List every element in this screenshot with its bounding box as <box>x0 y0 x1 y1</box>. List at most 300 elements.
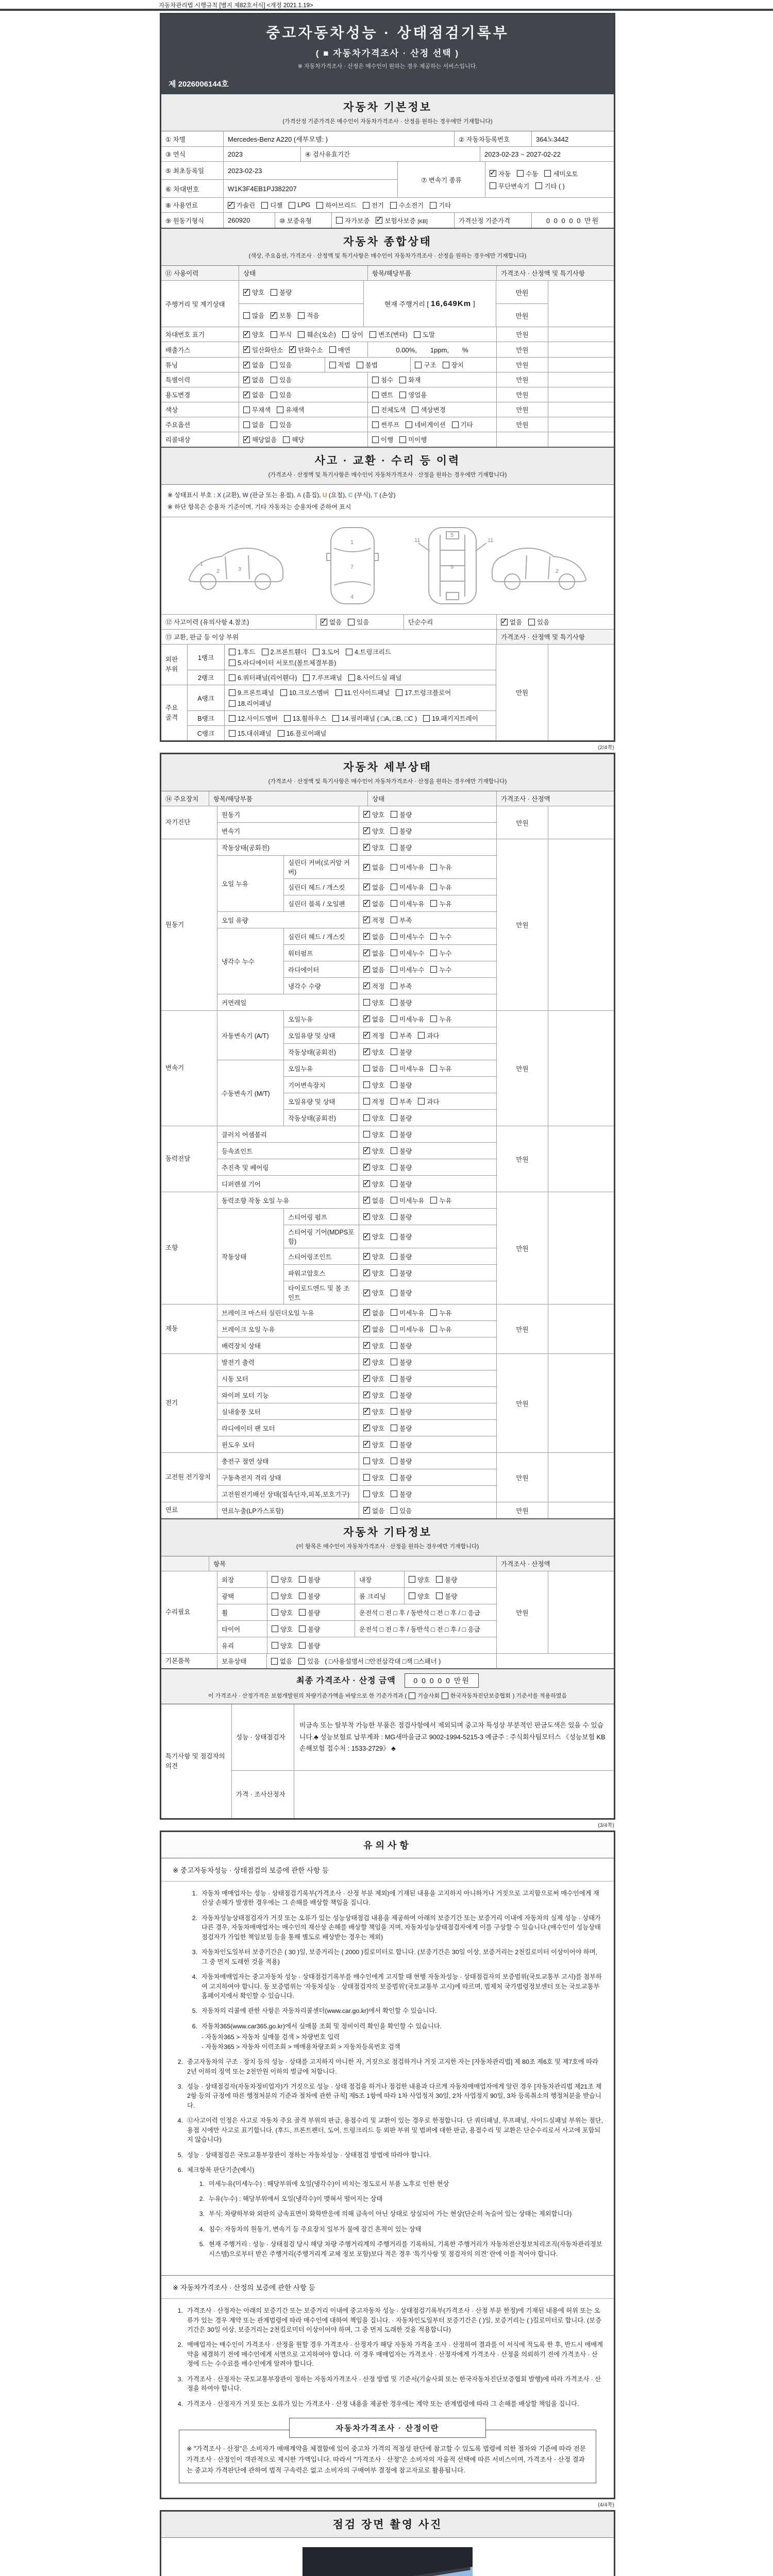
checkbox[interactable] <box>363 1309 370 1316</box>
checkbox-option[interactable] <box>391 1196 424 1205</box>
checkbox[interactable] <box>277 406 283 413</box>
checkbox-option[interactable] <box>391 1130 412 1139</box>
checkbox-option[interactable] <box>391 1064 424 1073</box>
checkbox-option[interactable] <box>321 617 342 626</box>
checkbox-option[interactable] <box>284 714 327 723</box>
checkbox-option[interactable] <box>229 714 278 723</box>
checkbox[interactable] <box>406 421 412 428</box>
checkbox[interactable] <box>228 202 234 209</box>
checkbox-option[interactable] <box>517 169 538 178</box>
checkbox[interactable] <box>229 715 236 722</box>
checkbox-option[interactable] <box>363 1358 384 1367</box>
checkbox[interactable] <box>363 1147 370 1154</box>
checkbox[interactable] <box>372 377 379 383</box>
checkbox[interactable] <box>391 1441 397 1448</box>
checkbox-option[interactable] <box>430 883 451 892</box>
checkbox[interactable] <box>342 331 349 338</box>
checkbox[interactable] <box>391 1458 397 1464</box>
checkbox[interactable] <box>391 1425 397 1431</box>
checkbox[interactable] <box>391 1507 397 1514</box>
checkbox-option[interactable] <box>363 1179 384 1189</box>
checkbox[interactable] <box>363 202 369 209</box>
checkbox[interactable] <box>278 730 284 737</box>
checkbox[interactable] <box>363 1425 370 1431</box>
checkbox[interactable] <box>430 864 437 871</box>
checkbox-option[interactable] <box>363 1252 384 1261</box>
checkbox-option[interactable] <box>313 647 340 656</box>
checkbox-option[interactable] <box>283 435 304 444</box>
checkbox[interactable] <box>528 619 535 625</box>
checkbox[interactable] <box>271 362 277 368</box>
checkbox-option[interactable] <box>229 728 272 738</box>
checkbox-option[interactable] <box>418 1031 439 1040</box>
checkbox-option[interactable] <box>391 1308 424 1317</box>
checkbox-option[interactable] <box>271 390 292 399</box>
checkbox[interactable] <box>396 689 402 696</box>
checkbox-option[interactable] <box>418 1097 439 1106</box>
checkbox[interactable] <box>363 1392 370 1398</box>
checkbox[interactable] <box>430 1015 437 1022</box>
checkbox[interactable] <box>442 1692 448 1699</box>
checkbox-option[interactable] <box>272 1591 293 1601</box>
checkbox[interactable] <box>289 346 296 353</box>
checkbox[interactable] <box>272 1576 278 1583</box>
checkbox-option[interactable] <box>278 728 327 738</box>
checkbox-option[interactable] <box>436 1591 457 1601</box>
checkbox-option[interactable] <box>335 688 390 697</box>
checkbox[interactable] <box>363 811 370 818</box>
checkbox[interactable] <box>399 377 406 383</box>
checkbox-option[interactable] <box>369 330 408 339</box>
checkbox[interactable] <box>363 1098 370 1105</box>
checkbox[interactable] <box>418 1098 425 1105</box>
checkbox[interactable] <box>391 900 397 907</box>
checkbox[interactable] <box>229 674 236 681</box>
checkbox[interactable] <box>391 1197 397 1204</box>
checkbox[interactable] <box>283 436 290 443</box>
checkbox-option[interactable] <box>391 1325 424 1334</box>
checkbox[interactable] <box>391 1326 397 1332</box>
checkbox[interactable] <box>271 1658 278 1665</box>
checkbox-option[interactable] <box>406 420 445 429</box>
checkbox-option[interactable] <box>372 405 406 414</box>
checkbox[interactable] <box>363 950 370 956</box>
checkbox-option[interactable] <box>391 948 424 958</box>
checkbox[interactable] <box>399 436 406 443</box>
checkbox-option[interactable] <box>391 1146 412 1156</box>
checkbox[interactable] <box>391 966 397 973</box>
checkbox[interactable] <box>363 884 370 890</box>
checkbox[interactable] <box>363 933 370 940</box>
checkbox-option[interactable] <box>391 1440 412 1449</box>
checkbox-option[interactable] <box>289 345 323 354</box>
checkbox[interactable] <box>271 312 277 319</box>
checkbox-option[interactable] <box>298 311 319 320</box>
checkbox-option[interactable] <box>363 1097 384 1106</box>
checkbox[interactable] <box>363 1290 370 1296</box>
checkbox[interactable] <box>391 864 397 871</box>
checkbox[interactable] <box>391 1032 397 1039</box>
checkbox[interactable] <box>271 331 277 338</box>
checkbox[interactable] <box>363 1342 370 1349</box>
checkbox[interactable] <box>372 392 379 398</box>
checkbox-option[interactable] <box>363 1014 384 1024</box>
checkbox[interactable] <box>299 1642 306 1649</box>
checkbox-option[interactable] <box>271 375 292 384</box>
checkbox-option[interactable] <box>289 201 310 209</box>
checkbox[interactable] <box>363 1408 370 1415</box>
checkbox[interactable] <box>430 1309 437 1316</box>
checkbox-option[interactable] <box>363 916 384 925</box>
checkbox[interactable] <box>391 1164 397 1171</box>
checkbox[interactable] <box>363 1375 370 1382</box>
checkbox-option[interactable] <box>272 1641 293 1650</box>
checkbox[interactable] <box>363 1458 370 1464</box>
checkbox[interactable] <box>299 1576 306 1583</box>
checkbox[interactable] <box>391 1048 397 1055</box>
checkbox-option[interactable] <box>391 1179 412 1189</box>
checkbox-option[interactable] <box>390 200 424 210</box>
checkbox[interactable] <box>298 331 305 338</box>
checkbox-option[interactable] <box>363 1341 384 1350</box>
checkbox[interactable] <box>490 170 496 177</box>
checkbox-option[interactable] <box>452 420 473 429</box>
checkbox[interactable] <box>316 202 323 209</box>
checkbox[interactable] <box>412 406 418 413</box>
checkbox-option[interactable] <box>363 1113 384 1123</box>
checkbox[interactable] <box>391 1392 397 1398</box>
checkbox-option[interactable] <box>243 345 283 354</box>
checkbox-option[interactable] <box>391 1212 412 1222</box>
checkbox-option[interactable] <box>228 200 255 210</box>
checkbox-option[interactable] <box>348 673 401 682</box>
checkbox[interactable] <box>363 1441 370 1448</box>
checkbox-option[interactable] <box>271 287 292 297</box>
checkbox[interactable] <box>313 649 320 655</box>
checkbox-option[interactable] <box>391 1423 412 1433</box>
checkbox-option[interactable] <box>391 1047 412 1057</box>
checkbox-option[interactable] <box>535 181 564 191</box>
checkbox[interactable] <box>229 700 236 707</box>
checkbox-option[interactable] <box>399 375 421 384</box>
checkbox-option[interactable] <box>490 169 511 178</box>
checkbox[interactable] <box>243 377 250 383</box>
checkbox[interactable] <box>303 674 310 681</box>
checkbox[interactable] <box>391 1065 397 1072</box>
checkbox-option[interactable] <box>346 647 391 656</box>
checkbox[interactable] <box>363 1490 370 1497</box>
checkbox[interactable] <box>372 421 379 428</box>
checkbox[interactable] <box>348 674 355 681</box>
checkbox-option[interactable] <box>229 673 297 682</box>
checkbox[interactable] <box>243 289 250 296</box>
checkbox-option[interactable] <box>243 375 264 384</box>
checkbox[interactable] <box>363 1081 370 1088</box>
checkbox[interactable] <box>391 1114 397 1121</box>
checkbox[interactable] <box>271 392 277 398</box>
checkbox[interactable] <box>391 933 397 940</box>
checkbox-option[interactable] <box>391 1031 412 1040</box>
checkbox-option[interactable] <box>363 1232 384 1241</box>
checkbox[interactable] <box>372 406 379 413</box>
checkbox[interactable] <box>298 312 305 319</box>
checkbox-option[interactable] <box>363 1064 384 1073</box>
checkbox[interactable] <box>391 1408 397 1415</box>
checkbox-option[interactable] <box>363 1163 384 1172</box>
checkbox[interactable] <box>299 1592 306 1599</box>
checkbox-option[interactable] <box>391 1252 412 1261</box>
checkbox[interactable] <box>363 827 370 834</box>
checkbox[interactable] <box>363 1131 370 1138</box>
checkbox[interactable] <box>243 362 250 368</box>
checkbox-option[interactable] <box>443 360 464 369</box>
checkbox-option[interactable] <box>399 390 427 399</box>
checkbox-option[interactable] <box>299 1608 320 1617</box>
checkbox-option[interactable] <box>430 200 451 210</box>
checkbox[interactable] <box>336 217 343 224</box>
checkbox-option[interactable] <box>299 1641 320 1650</box>
checkbox-option[interactable] <box>391 862 424 872</box>
checkbox-option[interactable] <box>271 360 292 369</box>
checkbox-option[interactable] <box>376 216 415 225</box>
checkbox-option[interactable] <box>363 981 384 991</box>
checkbox[interactable] <box>490 182 496 189</box>
checkbox-option[interactable] <box>363 1489 384 1499</box>
checkbox-option[interactable] <box>430 965 451 974</box>
checkbox-option[interactable] <box>243 287 264 297</box>
checkbox-option[interactable] <box>229 647 256 656</box>
checkbox[interactable] <box>372 436 379 443</box>
checkbox[interactable] <box>363 982 370 989</box>
checkbox[interactable] <box>391 1233 397 1240</box>
checkbox[interactable] <box>332 715 339 722</box>
checkbox-option[interactable] <box>363 200 384 210</box>
checkbox-option[interactable] <box>363 1407 384 1416</box>
checkbox[interactable] <box>299 1625 306 1632</box>
checkbox-option[interactable] <box>412 405 445 414</box>
checkbox[interactable] <box>363 1164 370 1171</box>
checkbox[interactable] <box>399 392 406 398</box>
checkbox-option[interactable] <box>391 826 412 836</box>
checkbox-option[interactable] <box>299 1624 320 1634</box>
checkbox[interactable] <box>501 619 508 625</box>
checkbox-option[interactable] <box>243 330 264 339</box>
checkbox[interactable] <box>436 1576 443 1583</box>
checkbox[interactable] <box>329 346 336 353</box>
checkbox[interactable] <box>430 1326 437 1332</box>
checkbox-option[interactable] <box>262 647 307 656</box>
checkbox[interactable] <box>229 659 236 666</box>
checkbox[interactable] <box>430 1065 437 1072</box>
checkbox[interactable] <box>409 1692 415 1699</box>
checkbox-option[interactable] <box>280 688 329 697</box>
checkbox-option[interactable] <box>363 1423 384 1433</box>
checkbox-option[interactable] <box>363 1456 384 1466</box>
checkbox-option[interactable] <box>363 1308 384 1317</box>
checkbox[interactable] <box>272 1625 278 1632</box>
checkbox[interactable] <box>329 362 336 368</box>
checkbox[interactable] <box>243 331 250 338</box>
checkbox-option[interactable] <box>396 688 451 697</box>
checkbox[interactable] <box>391 1081 397 1088</box>
checkbox-option[interactable] <box>391 1014 424 1024</box>
checkbox[interactable] <box>369 331 376 338</box>
checkbox-option[interactable] <box>423 714 478 723</box>
checkbox[interactable] <box>436 1592 443 1599</box>
checkbox-option[interactable] <box>299 1575 320 1584</box>
checkbox-option[interactable] <box>272 1608 293 1617</box>
checkbox[interactable] <box>391 1131 397 1138</box>
checkbox[interactable] <box>321 619 327 625</box>
checkbox-option[interactable] <box>391 1341 412 1350</box>
checkbox[interactable] <box>414 331 421 338</box>
checkbox[interactable] <box>229 649 236 655</box>
checkbox[interactable] <box>430 900 437 907</box>
checkbox-option[interactable] <box>391 965 424 974</box>
checkbox-option[interactable] <box>391 1407 412 1416</box>
checkbox[interactable] <box>363 1180 370 1187</box>
checkbox[interactable] <box>299 1609 306 1616</box>
checkbox[interactable] <box>430 933 437 940</box>
checkbox-option[interactable] <box>391 1358 412 1367</box>
checkbox-option[interactable] <box>363 1506 384 1515</box>
checkbox-option[interactable] <box>363 1130 384 1139</box>
checkbox-option[interactable] <box>363 843 384 852</box>
checkbox-option[interactable] <box>391 1232 412 1241</box>
checkbox-option[interactable] <box>229 688 274 697</box>
checkbox-option[interactable] <box>363 1212 384 1222</box>
checkbox-option[interactable] <box>271 1656 292 1666</box>
checkbox-option[interactable] <box>363 1288 384 1297</box>
checkbox[interactable] <box>452 421 459 428</box>
checkbox-option[interactable] <box>391 1374 412 1383</box>
checkbox-option[interactable] <box>430 1014 451 1024</box>
checkbox[interactable] <box>391 1474 397 1481</box>
checkbox[interactable] <box>391 1290 397 1296</box>
checkbox-option[interactable] <box>363 862 384 872</box>
checkbox-option[interactable] <box>391 883 424 892</box>
checkbox-option[interactable] <box>391 843 412 852</box>
checkbox-option[interactable] <box>363 826 384 836</box>
checkbox-option[interactable] <box>357 360 378 369</box>
checkbox[interactable] <box>391 811 397 818</box>
checkbox-option[interactable] <box>430 948 451 958</box>
checkbox[interactable] <box>272 1642 278 1649</box>
checkbox[interactable] <box>391 1147 397 1154</box>
checkbox-option[interactable] <box>363 1146 384 1156</box>
checkbox-option[interactable] <box>436 1575 457 1584</box>
checkbox-option[interactable] <box>528 617 549 626</box>
checkbox-option[interactable] <box>229 658 336 667</box>
checkbox[interactable] <box>229 730 236 737</box>
checkbox[interactable] <box>272 1609 278 1616</box>
checkbox[interactable] <box>261 202 268 209</box>
checkbox-option[interactable] <box>391 899 424 908</box>
checkbox-option[interactable] <box>391 1391 412 1400</box>
checkbox-option[interactable] <box>363 810 384 819</box>
checkbox-option[interactable] <box>277 405 304 414</box>
checkbox[interactable] <box>363 1359 370 1365</box>
checkbox[interactable] <box>243 406 250 413</box>
checkbox-option[interactable] <box>372 420 399 429</box>
checkbox[interactable] <box>391 1269 397 1276</box>
checkbox[interactable] <box>391 1342 397 1349</box>
checkbox[interactable] <box>391 950 397 956</box>
checkbox[interactable] <box>391 1253 397 1260</box>
checkbox[interactable] <box>391 1375 397 1382</box>
checkbox[interactable] <box>363 966 370 973</box>
checkbox-option[interactable] <box>261 200 282 210</box>
checkbox-option[interactable] <box>391 1489 412 1499</box>
checkbox[interactable] <box>391 1309 397 1316</box>
checkbox[interactable] <box>363 1197 370 1204</box>
checkbox-option[interactable] <box>363 899 384 908</box>
checkbox[interactable] <box>363 917 370 923</box>
checkbox[interactable] <box>243 346 250 353</box>
checkbox[interactable] <box>284 715 291 722</box>
checkbox[interactable] <box>243 436 250 443</box>
checkbox[interactable] <box>391 1180 397 1187</box>
checkbox-option[interactable] <box>298 1656 320 1666</box>
checkbox-option[interactable] <box>243 405 271 414</box>
checkbox-option[interactable] <box>430 1308 451 1317</box>
checkbox[interactable] <box>346 649 352 655</box>
checkbox-option[interactable] <box>316 200 356 210</box>
checkbox[interactable] <box>363 844 370 851</box>
checkbox-option[interactable] <box>372 375 393 384</box>
checkbox[interactable] <box>289 202 295 209</box>
checkbox-option[interactable] <box>430 899 451 908</box>
checkbox[interactable] <box>391 1098 397 1105</box>
checkbox-option[interactable] <box>363 1047 384 1057</box>
checkbox-option[interactable] <box>329 360 350 369</box>
checkbox-option[interactable] <box>336 216 369 225</box>
checkbox-option[interactable] <box>363 1374 384 1383</box>
checkbox-option[interactable] <box>391 1473 412 1482</box>
checkbox[interactable] <box>391 1015 397 1022</box>
checkbox[interactable] <box>430 950 437 956</box>
checkbox-option[interactable] <box>363 1031 384 1040</box>
checkbox-option[interactable] <box>363 1440 384 1449</box>
checkbox[interactable] <box>243 392 250 398</box>
checkbox-option[interactable] <box>243 390 264 399</box>
checkbox[interactable] <box>391 1213 397 1220</box>
checkbox[interactable] <box>517 170 524 177</box>
checkbox[interactable] <box>363 1233 370 1240</box>
checkbox-option[interactable] <box>391 916 412 925</box>
checkbox-option[interactable] <box>372 435 393 444</box>
checkbox-option[interactable] <box>342 330 363 339</box>
checkbox[interactable] <box>390 202 397 209</box>
checkbox[interactable] <box>243 421 250 428</box>
checkbox[interactable] <box>262 649 268 655</box>
checkbox-option[interactable] <box>272 1575 293 1584</box>
checkbox-option[interactable] <box>391 1163 412 1172</box>
checkbox[interactable] <box>363 1065 370 1072</box>
checkbox-option[interactable] <box>391 1288 412 1297</box>
checkbox[interactable] <box>298 1658 305 1665</box>
checkbox-option[interactable] <box>372 390 393 399</box>
checkbox[interactable] <box>415 362 422 368</box>
checkbox[interactable] <box>391 1490 397 1497</box>
checkbox-option[interactable] <box>363 1325 384 1334</box>
checkbox[interactable] <box>443 362 449 368</box>
checkbox[interactable] <box>430 1197 437 1204</box>
checkbox[interactable] <box>243 312 250 319</box>
checkbox-option[interactable] <box>430 1325 451 1334</box>
checkbox-option[interactable] <box>363 998 384 1007</box>
checkbox[interactable] <box>418 1032 425 1039</box>
